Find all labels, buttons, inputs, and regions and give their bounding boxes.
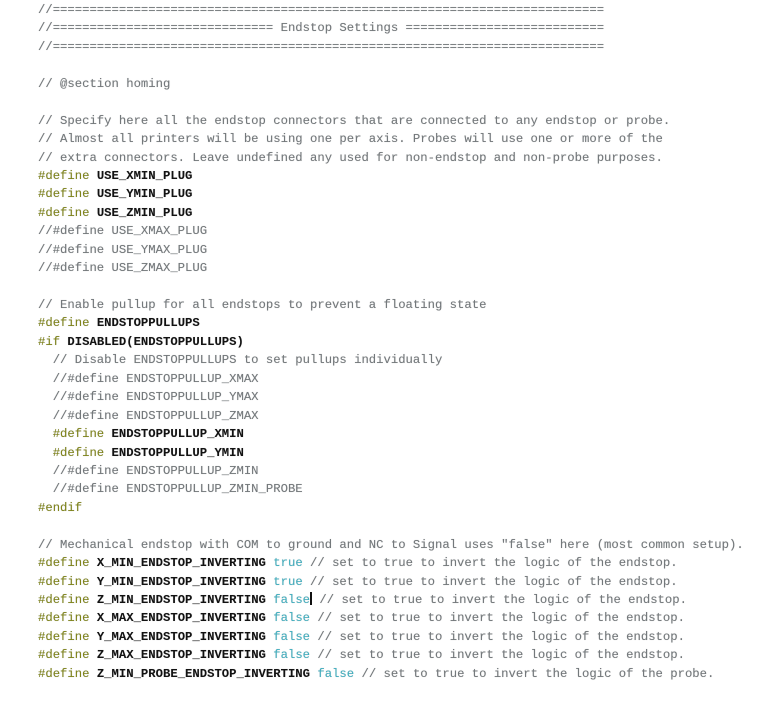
code-line (38, 314, 758, 332)
code-line (38, 241, 758, 259)
code-line (38, 388, 758, 406)
code-token-comment: // Enable pullup for all endstops to prevent a floating state (38, 298, 487, 312)
code-token-plain (303, 575, 310, 589)
code-token-comment: // Almost all printers will be using one per axis. Probes will use one or more of the (38, 132, 663, 147)
code-line (38, 38, 758, 56)
code-line (38, 278, 758, 296)
code-token-dir: #define (38, 556, 90, 571)
code-token-comment: // set to true to invert the logic of the endstop. (310, 574, 678, 589)
code-token-comment: //#define ENDSTOPPULLUP_YMAX (38, 390, 259, 405)
code-token-comment: // set to true to invert the logic of the endstop. (317, 611, 685, 626)
code-token-dir: #define (52, 427, 105, 442)
code-token-dir: #define (52, 445, 105, 460)
code-token-plain (38, 446, 53, 460)
code-token-id: X_MAX_ENDSTOP_INVERTING (96, 611, 266, 626)
code-token-id: Z_MIN_ENDSTOP_INVERTING (96, 593, 266, 607)
code-line (38, 93, 758, 111)
code-token-id: USE_XMIN_PLUG (96, 168, 193, 183)
code-token-plain (89, 316, 96, 330)
code-line (38, 573, 758, 591)
code-token-comment: //#define ENDSTOPPULLUP_ZMAX (38, 408, 259, 423)
code-line (38, 204, 758, 222)
code-token-plain (89, 575, 96, 589)
code-token-id: ENDSTOPPULLUP_YMIN (111, 445, 244, 460)
code-line (38, 149, 758, 167)
code-token-id: Z_MIN_PROBE_ENDSTOP_INVERTING (96, 666, 311, 681)
code-line (38, 333, 758, 351)
code-token-lit: false (273, 611, 311, 626)
code-token-plain (89, 648, 96, 662)
code-token-dir: #define (38, 648, 90, 663)
code-token-dir: #define (38, 593, 90, 607)
code-token-id: USE_ZMIN_PLUG (96, 205, 193, 220)
code-line (38, 628, 758, 646)
code-line (38, 462, 758, 480)
code-token-dir: #define (38, 629, 90, 644)
code-line (38, 536, 758, 554)
code-token-lit: false (273, 629, 311, 644)
code-token-lit: true (273, 556, 303, 571)
code-line (38, 517, 758, 535)
code-token-plain (89, 187, 96, 201)
code-token-plain (104, 427, 111, 441)
code-line (38, 407, 758, 425)
code-token-comment: // set to true to invert the logic of the endstop. (319, 593, 687, 607)
code-token-dir: #if (38, 334, 61, 349)
code-token-dir: #define (38, 574, 90, 589)
code-line (38, 19, 758, 37)
code-line (38, 112, 758, 130)
code-token-comment: // Disable ENDSTOPPULLUPS to set pullups individually (38, 353, 443, 368)
code-token-id: Y_MAX_ENDSTOP_INVERTING (96, 629, 266, 644)
code-token-comment: //#define ENDSTOPPULLUP_XMAX (38, 371, 259, 386)
code-line (38, 75, 758, 93)
code-token-plain (104, 446, 111, 460)
code-token-comment: // extra connectors. Leave undefined any used for non-endstop and non-probe purposes. (38, 150, 663, 165)
code-line (38, 499, 758, 517)
code-line (38, 591, 758, 609)
code-token-plain (89, 556, 96, 570)
code-token-comment: // set to true to invert the logic of the endstop. (317, 629, 685, 644)
code-line (38, 646, 758, 664)
code-token-comment: //#define ENDSTOPPULLUP_ZMIN (38, 463, 259, 478)
code-token-comment: // set to true to invert the logic of the endstop. (310, 556, 678, 571)
code-token-comment: //#define USE_XMAX_PLUG (38, 224, 208, 239)
code-token-comment: //=========================================================================== (38, 3, 605, 17)
code-line (38, 480, 758, 498)
code-line (38, 259, 758, 277)
code-token-plain (89, 611, 96, 625)
code-token-comment: // Specify here all the endstop connectors that are connected to any endstop or probe. (38, 113, 671, 128)
code-token-comment: // set to true to invert the logic of the probe. (361, 666, 715, 681)
code-line (38, 185, 758, 203)
code-token-plain (89, 206, 96, 220)
code-line (38, 425, 758, 443)
code-token-lit: true (273, 574, 303, 589)
code-line (38, 56, 758, 74)
code-token-plain (89, 630, 96, 644)
code-line (38, 554, 758, 572)
code-token-id: DISABLED(ENDSTOPPULLUPS) (67, 334, 244, 349)
code-line (38, 665, 758, 683)
code-line (38, 167, 758, 185)
code-token-dir: #define (38, 168, 90, 183)
code-token-comment: // set to true to invert the logic of the endstop. (317, 648, 685, 663)
code-token-comment: //============================== Endstop Settings =========================== (38, 21, 605, 36)
code-line (38, 351, 758, 369)
code-token-id: ENDSTOPPULLUP_XMIN (111, 427, 244, 442)
code-token-comment: //#define USE_YMAX_PLUG (38, 242, 208, 257)
code-token-dir: #define (38, 187, 90, 202)
code-line (38, 222, 758, 240)
code-token-dir: #define (38, 205, 90, 220)
code-line (38, 296, 758, 314)
code-token-dir: #define (38, 666, 90, 681)
code-token-dir: #define (38, 316, 90, 331)
code-token-id: Y_MIN_ENDSTOP_INVERTING (96, 574, 266, 589)
code-token-id: X_MIN_ENDSTOP_INVERTING (96, 556, 266, 571)
code-token-plain (89, 593, 96, 607)
code-token-plain (354, 667, 361, 681)
code-token-id: ENDSTOPPULLUPS (96, 316, 200, 331)
code-token-comment: //#define ENDSTOPPULLUP_ZMIN_PROBE (38, 482, 303, 497)
code-line (38, 370, 758, 388)
code-line (38, 130, 758, 148)
code-token-plain (89, 667, 96, 681)
code-token-comment: // Mechanical endstop with COM to ground and NC to Signal uses "false" here (most common setup). (38, 537, 744, 552)
code-token-id: Z_MAX_ENDSTOP_INVERTING (96, 648, 266, 663)
code-token-dir: #endif (38, 500, 83, 515)
code-token-lit: false (273, 648, 311, 663)
code-token-comment: //#define USE_ZMAX_PLUG (38, 261, 208, 276)
code-line (38, 444, 758, 462)
code-token-plain (89, 169, 96, 183)
code-token-plain (303, 556, 310, 570)
code-token-comment: //=========================================================================== (38, 39, 605, 54)
code-token-comment: // @section homing (38, 76, 171, 91)
code-token-dir: #define (38, 611, 90, 626)
code-token-plain (38, 427, 53, 441)
code-line (38, 1, 758, 19)
code-line (38, 609, 758, 627)
code-token-lit: false (273, 593, 311, 607)
code-token-id: USE_YMIN_PLUG (96, 187, 193, 202)
code-token-lit: false (317, 666, 355, 681)
